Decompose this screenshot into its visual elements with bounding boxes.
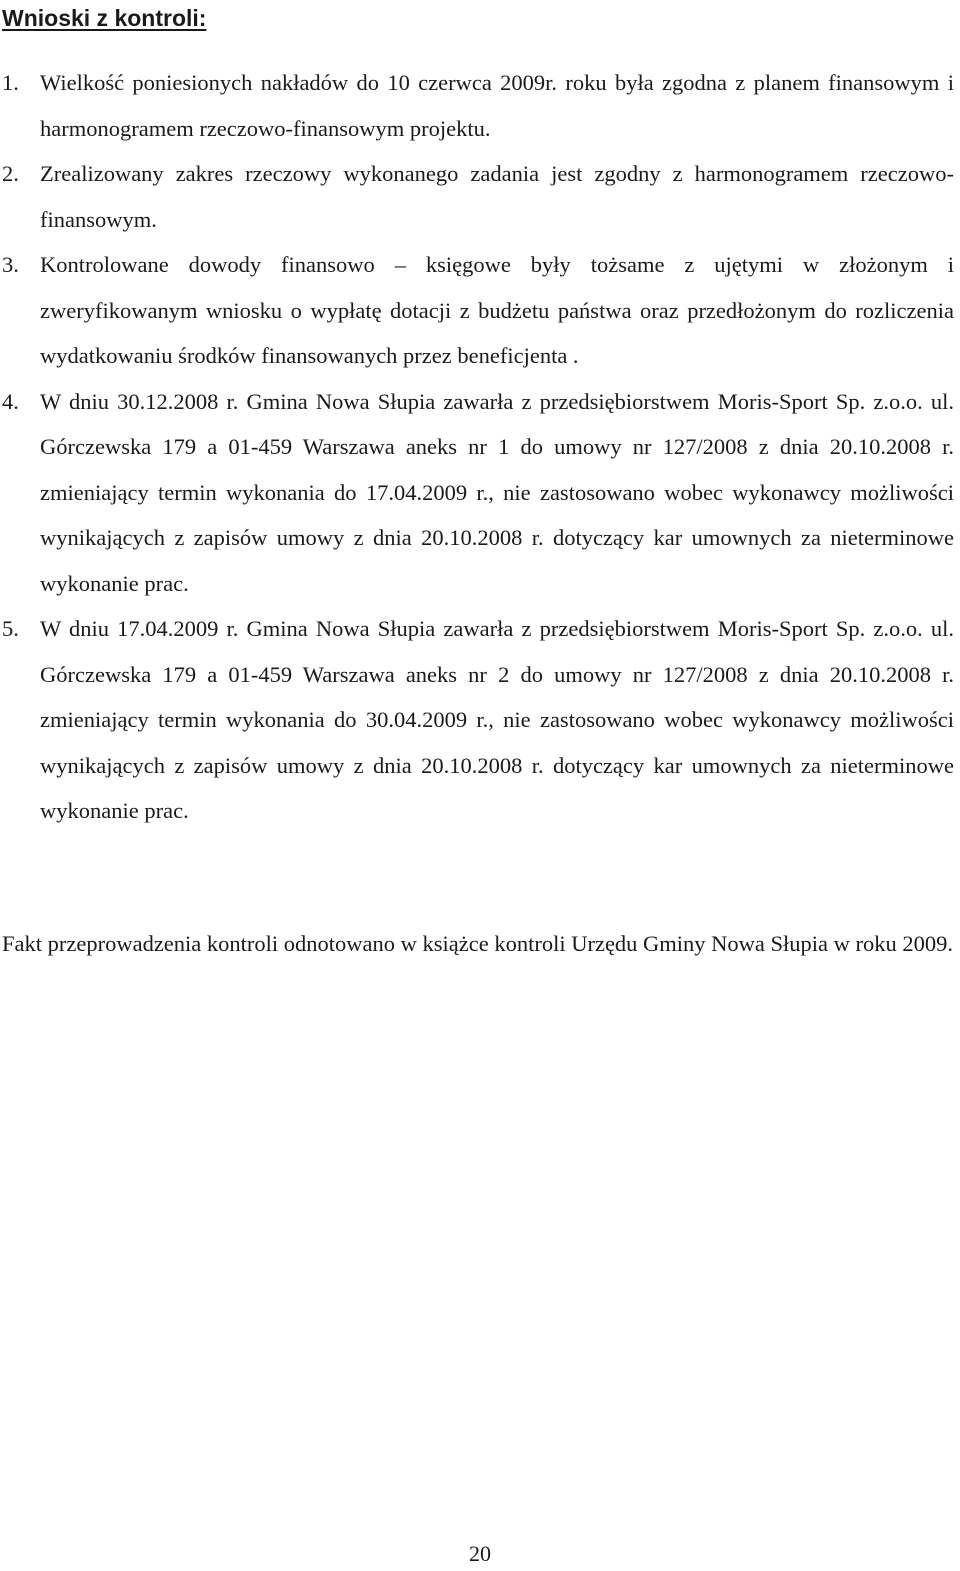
list-item xyxy=(0,60,958,151)
item-text: Zrealizowany zakres rzeczowy wykonanego zadania jest zgodny z harmonogramem rzeczowo-finansowym. xyxy=(40,161,954,232)
item-number: 3. xyxy=(2,252,19,277)
item-number: 2. xyxy=(2,161,19,186)
conclusions-list xyxy=(0,60,958,834)
list-item xyxy=(0,151,958,242)
item-text: Wielkość poniesionych nakładów do 10 czerwca 2009r. roku była zgodna z planem finansowym i harmonogramem rzeczowo-finansowym projektu. xyxy=(40,70,954,141)
item-number: 1. xyxy=(2,70,19,95)
item-number: 5. xyxy=(2,616,19,641)
page-number: 20 xyxy=(469,1541,491,1566)
closing-paragraph: Fakt przeprowadzenia kontroli odnotowano w książce kontroli Urzędu Gminy Nowa Słupia w roku 2009. xyxy=(2,931,954,956)
conclusions-heading: Wnioski z kontroli: xyxy=(2,5,207,31)
item-text: Kontrolowane dowody finansowo – księgowe były tożsame z ujętymi w złożonym i zweryfikowanym wniosku o wypłatę dotacji z budżetu państwa oraz przedłożonym do rozliczenia wydatkowaniu środków finansowanych przez beneficjenta . xyxy=(40,252,954,368)
item-text: W dniu 30.12.2008 r. Gmina Nowa Słupia zawarła z przedsiębiorstwem Moris-Sport Sp. z.o.o. ul. Górczewska 179 a 01-459 Warszawa aneks nr 1 do umowy nr 127/2008 z dnia 20.10.2008 r. zmieniający termin wykonania do 17.04.2009 r., nie zastosowano wobec wykonawcy możliwości wynikających z zapisów umowy z dnia 20.10.2008 r. dotyczący kar umownych za nieterminowe wykonanie prac. xyxy=(40,388,954,596)
item-text: W dniu 17.04.2009 r. Gmina Nowa Słupia zawarła z przedsiębiorstwem Moris-Sport Sp. z.o.o. ul. Górczewska 179 a 01-459 Warszawa aneks nr 2 do umowy nr 127/2008 z dnia 20.10.2008 r. zmieniający termin wykonania do 30.04.2009 r., nie zastosowano wobec wykonawcy możliwości wynikających z zapisów umowy z dnia 20.10.2008 r. dotyczący kar umownych za nieterminowe wykonanie prac. xyxy=(40,616,954,823)
item-number: 4. xyxy=(2,388,19,414)
list-item xyxy=(0,606,958,834)
list-item xyxy=(0,242,958,379)
list-item xyxy=(0,379,958,607)
